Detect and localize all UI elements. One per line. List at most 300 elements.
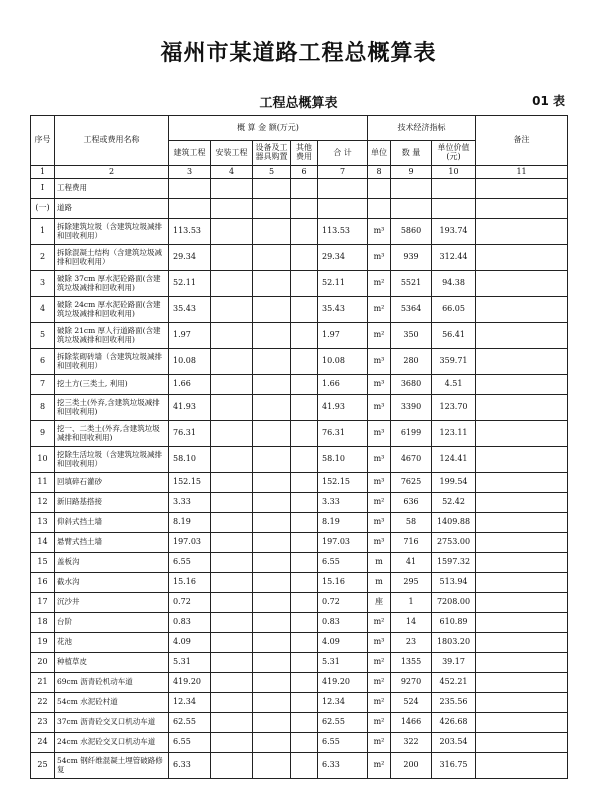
other-cost (291, 673, 318, 693)
row-remark (476, 395, 568, 421)
row-unit: m² (368, 271, 391, 297)
row-quantity: 23 (391, 633, 432, 653)
empty-cell (432, 179, 476, 199)
equipment-cost (253, 395, 291, 421)
row-unit: m² (368, 753, 391, 779)
row-name: 回填碎石灌砂 (55, 473, 169, 493)
construction-cost: 4.09 (169, 633, 211, 653)
equipment-cost (253, 513, 291, 533)
row-name: 拆除混凝土结构（含建筑垃圾减排和回收利用） (55, 245, 169, 271)
row-seq: 17 (31, 593, 55, 613)
row-unit-price: 235.56 (432, 693, 476, 713)
total-cost: 8.19 (318, 513, 368, 533)
installation-cost (211, 493, 253, 513)
construction-cost: 3.33 (169, 493, 211, 513)
row-quantity: 280 (391, 349, 432, 375)
equipment-cost (253, 245, 291, 271)
row-seq: 15 (31, 553, 55, 573)
row-unit-price: 513.94 (432, 573, 476, 593)
row-remark (476, 613, 568, 633)
equipment-cost (253, 473, 291, 493)
empty-cell (318, 199, 368, 219)
installation-cost (211, 673, 253, 693)
row-name: 破除 24cm 厚水泥砼路面(含建筑垃圾减排和回收利用) (55, 297, 169, 323)
installation-cost (211, 593, 253, 613)
total-cost: 197.03 (318, 533, 368, 553)
column-number: 9 (391, 166, 432, 179)
row-quantity: 939 (391, 245, 432, 271)
row-unit: m² (368, 733, 391, 753)
row-quantity: 322 (391, 733, 432, 753)
construction-cost: 1.97 (169, 323, 211, 349)
other-cost (291, 553, 318, 573)
other-cost (291, 245, 318, 271)
table-row (31, 375, 568, 395)
header-quantity: 数 量 (391, 141, 432, 166)
other-cost (291, 493, 318, 513)
row-name: 挖一、二类土(外弃,含建筑垃圾减排和回收利用) (55, 421, 169, 447)
row-unit-price: 56.41 (432, 323, 476, 349)
header-item-name: 工程或费用名称 (55, 116, 169, 166)
total-cost: 12.34 (318, 693, 368, 713)
total-cost: 0.72 (318, 593, 368, 613)
total-cost: 52.11 (318, 271, 368, 297)
other-cost (291, 693, 318, 713)
equipment-cost (253, 533, 291, 553)
total-cost: 58.10 (318, 447, 368, 473)
column-number: 7 (318, 166, 368, 179)
empty-cell (211, 199, 253, 219)
construction-cost: 8.19 (169, 513, 211, 533)
table-subtitle: 工程总概算表 (259, 96, 338, 111)
row-unit-price: 7208.00 (432, 593, 476, 613)
row-unit: m² (368, 653, 391, 673)
empty-cell (253, 199, 291, 219)
empty-cell (169, 179, 211, 199)
total-cost: 62.55 (318, 713, 368, 733)
other-cost (291, 297, 318, 323)
row-name: 挖三类土(外弃,含建筑垃圾减排和回收利用) (55, 395, 169, 421)
column-number: 1 (31, 166, 55, 179)
total-cost: 35.43 (318, 297, 368, 323)
installation-cost (211, 421, 253, 447)
equipment-cost (253, 713, 291, 733)
row-quantity: 524 (391, 693, 432, 713)
row-seq: 6 (31, 349, 55, 375)
installation-cost (211, 733, 253, 753)
row-unit: m³ (368, 533, 391, 553)
equipment-cost (253, 493, 291, 513)
empty-cell (391, 179, 432, 199)
row-unit: m (368, 573, 391, 593)
empty-cell (291, 179, 318, 199)
equipment-cost (253, 753, 291, 779)
header-equipment: 设备及工器具购置 (253, 141, 291, 166)
construction-cost: 6.55 (169, 733, 211, 753)
row-unit-price: 199.54 (432, 473, 476, 493)
installation-cost (211, 713, 253, 733)
table-row (31, 219, 568, 245)
total-cost: 4.09 (318, 633, 368, 653)
row-remark (476, 375, 568, 395)
row-unit-price: 1409.88 (432, 513, 476, 533)
construction-cost: 35.43 (169, 297, 211, 323)
construction-cost: 15.16 (169, 573, 211, 593)
table-row (31, 573, 568, 593)
equipment-cost (253, 633, 291, 653)
row-unit: m² (368, 297, 391, 323)
row-unit-price: 94.38 (432, 271, 476, 297)
section-row (31, 199, 568, 219)
installation-cost (211, 653, 253, 673)
total-cost: 10.08 (318, 349, 368, 375)
row-quantity: 295 (391, 573, 432, 593)
column-number: 4 (211, 166, 253, 179)
construction-cost: 52.11 (169, 271, 211, 297)
row-unit: m³ (368, 245, 391, 271)
header-installation: 安装工程 (211, 141, 253, 166)
row-unit-price: 426.68 (432, 713, 476, 733)
equipment-cost (253, 673, 291, 693)
column-number: 5 (253, 166, 291, 179)
other-cost (291, 633, 318, 653)
empty-cell (432, 199, 476, 219)
table-row (31, 245, 568, 271)
installation-cost (211, 553, 253, 573)
row-quantity: 14 (391, 613, 432, 633)
row-seq: 3 (31, 271, 55, 297)
row-quantity: 58 (391, 513, 432, 533)
header-total: 合 计 (318, 141, 368, 166)
installation-cost (211, 633, 253, 653)
equipment-cost (253, 553, 291, 573)
row-name: 挖土方(三类土, 利用) (55, 375, 169, 395)
equipment-cost (253, 271, 291, 297)
other-cost (291, 447, 318, 473)
row-unit-price: 66.05 (432, 297, 476, 323)
row-unit: m³ (368, 375, 391, 395)
table-code: 01 表 (532, 94, 565, 108)
row-remark (476, 421, 568, 447)
row-remark (476, 219, 568, 245)
row-seq: 20 (31, 653, 55, 673)
other-cost (291, 653, 318, 673)
row-unit-price: 203.54 (432, 733, 476, 753)
installation-cost (211, 447, 253, 473)
other-cost (291, 573, 318, 593)
installation-cost (211, 473, 253, 493)
construction-cost: 12.34 (169, 693, 211, 713)
row-unit: m³ (368, 473, 391, 493)
row-remark (476, 533, 568, 553)
row-remark (476, 297, 568, 323)
row-unit-price: 123.70 (432, 395, 476, 421)
row-unit-price: 610.89 (432, 613, 476, 633)
row-unit: m³ (368, 513, 391, 533)
row-unit-price: 1803.20 (432, 633, 476, 653)
other-cost (291, 219, 318, 245)
total-cost: 1.97 (318, 323, 368, 349)
table-row (31, 447, 568, 473)
construction-cost: 152.15 (169, 473, 211, 493)
other-cost (291, 733, 318, 753)
row-seq: 25 (31, 753, 55, 779)
row-remark (476, 245, 568, 271)
table-row (31, 493, 568, 513)
installation-cost (211, 533, 253, 553)
equipment-cost (253, 323, 291, 349)
row-name: 37cm 沥青砼交叉口机动车道 (55, 713, 169, 733)
column-number: 6 (291, 166, 318, 179)
row-seq: 8 (31, 395, 55, 421)
row-name: 挖除生活垃圾（含建筑垃圾减排和回收利用） (55, 447, 169, 473)
column-number: 2 (55, 166, 169, 179)
other-cost (291, 713, 318, 733)
row-seq: 24 (31, 733, 55, 753)
row-seq: 2 (31, 245, 55, 271)
row-seq: 1 (31, 219, 55, 245)
row-seq: 23 (31, 713, 55, 733)
total-cost: 41.93 (318, 395, 368, 421)
row-seq: 19 (31, 633, 55, 653)
row-quantity: 3680 (391, 375, 432, 395)
row-quantity: 4670 (391, 447, 432, 473)
row-unit-price: 123.11 (432, 421, 476, 447)
row-quantity: 636 (391, 493, 432, 513)
construction-cost: 76.31 (169, 421, 211, 447)
table-row (31, 733, 568, 753)
equipment-cost (253, 693, 291, 713)
other-cost (291, 473, 318, 493)
row-seq: 9 (31, 421, 55, 447)
row-quantity: 350 (391, 323, 432, 349)
installation-cost (211, 753, 253, 779)
header-remark: 备注 (476, 116, 568, 166)
total-cost: 3.33 (318, 493, 368, 513)
row-name: 新旧路基搭接 (55, 493, 169, 513)
construction-cost: 62.55 (169, 713, 211, 733)
construction-cost: 29.34 (169, 245, 211, 271)
row-name: 盖板沟 (55, 553, 169, 573)
equipment-cost (253, 593, 291, 613)
row-unit: m² (368, 613, 391, 633)
row-remark (476, 753, 568, 779)
other-cost (291, 513, 318, 533)
row-seq: 5 (31, 323, 55, 349)
other-cost (291, 271, 318, 297)
construction-cost: 197.03 (169, 533, 211, 553)
table-row (31, 395, 568, 421)
table-row (31, 553, 568, 573)
row-quantity: 200 (391, 753, 432, 779)
row-seq: 18 (31, 613, 55, 633)
row-remark (476, 653, 568, 673)
row-seq: 16 (31, 573, 55, 593)
other-cost (291, 753, 318, 779)
header-construction: 建筑工程 (169, 141, 211, 166)
total-cost: 6.55 (318, 553, 368, 573)
table-row (31, 713, 568, 733)
row-remark (476, 693, 568, 713)
equipment-cost (253, 447, 291, 473)
construction-cost: 6.55 (169, 553, 211, 573)
empty-cell (291, 199, 318, 219)
total-cost: 152.15 (318, 473, 368, 493)
column-number: 11 (476, 166, 568, 179)
equipment-cost (253, 219, 291, 245)
header-seq: 序号 (31, 116, 55, 166)
empty-cell (368, 199, 391, 219)
column-number: 8 (368, 166, 391, 179)
total-cost: 1.66 (318, 375, 368, 395)
table-row (31, 533, 568, 553)
row-unit: m³ (368, 349, 391, 375)
row-name: 54cm 钢纤维混凝土埋管破路修复 (55, 753, 169, 779)
construction-cost: 419.20 (169, 673, 211, 693)
row-unit-price: 2753.00 (432, 533, 476, 553)
construction-cost: 41.93 (169, 395, 211, 421)
row-quantity: 1355 (391, 653, 432, 673)
installation-cost (211, 271, 253, 297)
row-unit: m² (368, 713, 391, 733)
row-name: 工程费用 (55, 179, 169, 199)
column-number: 3 (169, 166, 211, 179)
row-name: 54cm 水泥砼村道 (55, 693, 169, 713)
row-name: 仰斜式挡土墙 (55, 513, 169, 533)
construction-cost: 113.53 (169, 219, 211, 245)
row-remark (476, 271, 568, 297)
row-quantity: 6199 (391, 421, 432, 447)
row-unit-price: 1597.32 (432, 553, 476, 573)
row-seq: 21 (31, 673, 55, 693)
installation-cost (211, 693, 253, 713)
column-number: 10 (432, 166, 476, 179)
equipment-cost (253, 653, 291, 673)
row-quantity: 9270 (391, 673, 432, 693)
equipment-cost (253, 573, 291, 593)
installation-cost (211, 613, 253, 633)
row-unit-price: 52.42 (432, 493, 476, 513)
table-row (31, 653, 568, 673)
other-cost (291, 533, 318, 553)
other-cost (291, 375, 318, 395)
row-remark (476, 493, 568, 513)
row-remark (476, 349, 568, 375)
header-other: 其他费用 (291, 141, 318, 166)
equipment-cost (253, 297, 291, 323)
table-row (31, 271, 568, 297)
row-unit: m² (368, 323, 391, 349)
row-quantity: 7625 (391, 473, 432, 493)
row-name: 种植草皮 (55, 653, 169, 673)
installation-cost (211, 245, 253, 271)
total-cost: 29.34 (318, 245, 368, 271)
table-row (31, 593, 568, 613)
installation-cost (211, 573, 253, 593)
empty-cell (211, 179, 253, 199)
table-row (31, 673, 568, 693)
section-row (31, 179, 568, 199)
row-name: 道路 (55, 199, 169, 219)
row-unit: m² (368, 673, 391, 693)
row-remark (476, 447, 568, 473)
row-quantity: 1466 (391, 713, 432, 733)
row-quantity: 5364 (391, 297, 432, 323)
row-name: 破除 21cm 厚人行道路面(含建筑垃圾减排和回收利用) (55, 323, 169, 349)
header-unit: 单位 (368, 141, 391, 166)
row-seq: 4 (31, 297, 55, 323)
row-quantity: 41 (391, 553, 432, 573)
row-name: 悬臂式挡土墙 (55, 533, 169, 553)
construction-cost: 0.83 (169, 613, 211, 633)
construction-cost: 1.66 (169, 375, 211, 395)
row-unit: m² (368, 493, 391, 513)
row-quantity: 716 (391, 533, 432, 553)
empty-cell (476, 199, 568, 219)
table-row (31, 693, 568, 713)
other-cost (291, 421, 318, 447)
row-unit-price: 316.75 (432, 753, 476, 779)
row-seq: 7 (31, 375, 55, 395)
row-name: 沉沙井 (55, 593, 169, 613)
row-seq: 14 (31, 533, 55, 553)
total-cost: 6.55 (318, 733, 368, 753)
row-unit: m³ (368, 219, 391, 245)
row-remark (476, 513, 568, 533)
table-row (31, 349, 568, 375)
row-name: 拆除建筑垃圾（含建筑垃圾减排和回收利用） (55, 219, 169, 245)
other-cost (291, 395, 318, 421)
row-seq: 10 (31, 447, 55, 473)
total-cost: 6.33 (318, 753, 368, 779)
table-row (31, 633, 568, 653)
construction-cost: 6.33 (169, 753, 211, 779)
total-cost: 113.53 (318, 219, 368, 245)
row-unit-price: 124.41 (432, 447, 476, 473)
equipment-cost (253, 421, 291, 447)
row-name: 24cm 水泥砼交叉口机动车道 (55, 733, 169, 753)
row-unit-price: 4.51 (432, 375, 476, 395)
row-remark (476, 553, 568, 573)
installation-cost (211, 395, 253, 421)
row-unit-price: 39.17 (432, 653, 476, 673)
row-remark (476, 673, 568, 693)
row-remark (476, 633, 568, 653)
table-row (31, 297, 568, 323)
row-remark (476, 713, 568, 733)
other-cost (291, 613, 318, 633)
empty-cell (169, 199, 211, 219)
equipment-cost (253, 613, 291, 633)
row-unit: m² (368, 693, 391, 713)
row-seq: 13 (31, 513, 55, 533)
row-name: 台阶 (55, 613, 169, 633)
row-unit: 座 (368, 593, 391, 613)
table-row (31, 421, 568, 447)
row-quantity: 1 (391, 593, 432, 613)
header-unit-price: 单位价值(元) (432, 141, 476, 166)
row-remark (476, 593, 568, 613)
construction-cost: 0.72 (169, 593, 211, 613)
table-row (31, 323, 568, 349)
row-seq: 12 (31, 493, 55, 513)
row-unit-price: 312.44 (432, 245, 476, 271)
other-cost (291, 349, 318, 375)
row-remark (476, 733, 568, 753)
total-cost: 15.16 (318, 573, 368, 593)
row-unit: m³ (368, 633, 391, 653)
row-seq: (一) (31, 199, 55, 219)
